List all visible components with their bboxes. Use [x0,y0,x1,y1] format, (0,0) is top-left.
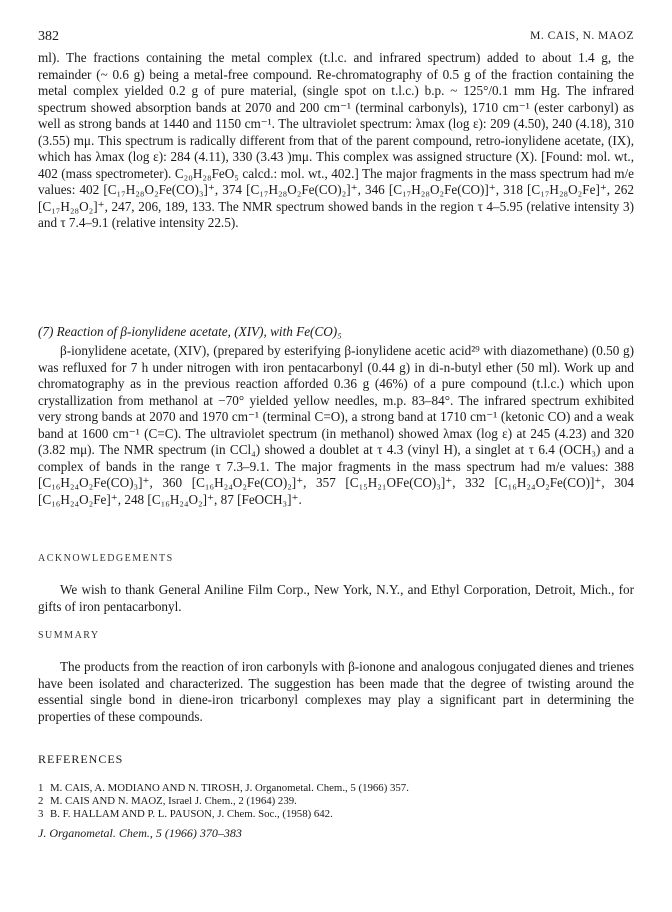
summary-heading: SUMMARY [38,630,100,641]
references-heading: REFERENCES [38,752,124,766]
summary-text: The products from the reaction of iron carbonyls with β-ionone and analogous conjugated dienes and trienes have been isolated and characterized. The suggestion has been made that the degree of twisting around the essential single bond in diene-iron tricarbonyl complexes may play a significant part in determining the properties of these compounds. [38,659,634,724]
journal-footer: J. Organometal. Chem., 5 (1966) 370–383 [38,826,242,840]
acknowledgements-text: We wish to thank General Aniline Film Corp., New York, N.Y., and Ethyl Corporation, Detroit, Mich., for gifts of iron pentacarbonyl. [38,582,634,614]
reference-text: M. CAIS, A. MODIANO AND N. TIROSH, J. Organometal. Chem., 5 (1966) 357. [50,782,409,794]
reference-text: M. CAIS AND N. MAOZ, Israel J. Chem., 2 (1964) 239. [50,795,297,807]
reference-item [38,795,409,808]
reference-text: B. F. HALLAM AND P. L. PAUSON, J. Chem. Soc., (1958) 642. [50,808,333,820]
page-number: 382 [38,29,59,44]
paragraph-fractions: ml). The fractions containing the metal complex (t.l.c. and infrared spectrum) added to about 1.4 g, the remainder (~ 0.6 g) being a metal-free compound. Re-chromatography of 0.5 g of the fraction containing the metal complex yielded 0.2 g of pure material, (single spot on t.l.c.) b.p. ~ 125°/0.1 mm Hg. The infrared spectrum showed absorption bands at 2070 and 200 cm⁻¹ (terminal carbonyls), 1710 cm⁻¹ (ester carbonyl) as well as strong bands at 1440 and 1150 cm⁻¹. The ultraviolet spectrum: λmax (log ε): 209 (4.50), 240 (4.18), 310 (3.55) mμ. This spectrum is radically different from that of the parent compound, retro-ionylidene acetate, (IX), which has λmax (log ε): 284 (4.11), 330 (3.43 )mμ. This complex was assigned structure (X). [Found: mol. wt., 402 (mass spectrometer). C₂₀H₂₈FeO₅ calcd.: mol. wt., 402.] The major fragments in the mass spectrum had m/e values: 402 [C₁₇H₂₈O₂Fe(CO)₃]⁺, 374 [C₁₇H₂₈O₂Fe(CO)₂]⁺, 346 [C₁₇H₂₈O₂Fe(CO)]⁺, 318 [C₁₇H₂₈O₂Fe]⁺, 262 [C₁₇H₂₈O₂]⁺, 247, 206, 189, 133. The NMR spectrum showed bands in the region τ 4–5.95 (relative intensity 3) and τ 7.4–9.1 (relative intensity 22.5). [38,50,634,230]
reference-item [38,782,409,795]
section-7-title: (7) Reaction of β-ionylidene acetate, (XIV), with Fe(CO)₅ [38,324,342,339]
paragraph-reaction-7: β-ionylidene acetate, (XIV), (prepared by esterifying β-ionylidene acetic acid²⁹ with diazomethane) (0.50 g) was refluxed for 7 h under nitrogen with iron pentacarbonyl (0.44 g) in di-n-butyl ether (50 ml). Work up and chromatography as in the previous reaction afforded 0.36 g (46%) of a pure compound (t.l.c.) which upon crystallization from methanol at −70° yielded yellow needles, m.p. 83–84°. The infrared spectrum exhibited very strong bands at 2070 and 1970 cm⁻¹ (terminal C=O), a strong band at 1710 cm⁻¹ (ketonic CO) and a weak band at 1600 cm⁻¹ (C=C). The ultraviolet spectrum (in methanol) showed λmax (log ε) at 245 (4.23) and 320 (3.82 mμ). The NMR spectrum (in CCl₄) showed a doublet at τ 4.3 (vinyl H), a singlet at τ 6.4 (OCH₃) and a complex of bands in the range τ 7.3–9.1. The major fragments in the mass spectrum had m/e values: 388 [C₁₆H₂₄O₂Fe(CO)₃]⁺, 360 [C₁₆H₂₄O₂Fe(CO)₂]⁺, 357 [C₁₅H₂₁OFe(CO)₃]⁺, 332 [C₁₆H₂₄O₂Fe(CO)]⁺, 304 [C₁₆H₂₄O₂Fe]⁺, 248 [C₁₆H₂₄O₂]⁺, 87 [FeOCH₃]⁺. [38,343,634,507]
running-authors: M. CAIS, N. MAOZ [530,30,634,42]
acknowledgements-heading: ACKNOWLEDGEMENTS [38,553,174,564]
reference-number: 3 [38,808,44,820]
reference-number: 2 [38,795,44,807]
reference-number: 1 [38,782,44,794]
references-list [38,782,409,821]
reference-item [38,808,409,821]
